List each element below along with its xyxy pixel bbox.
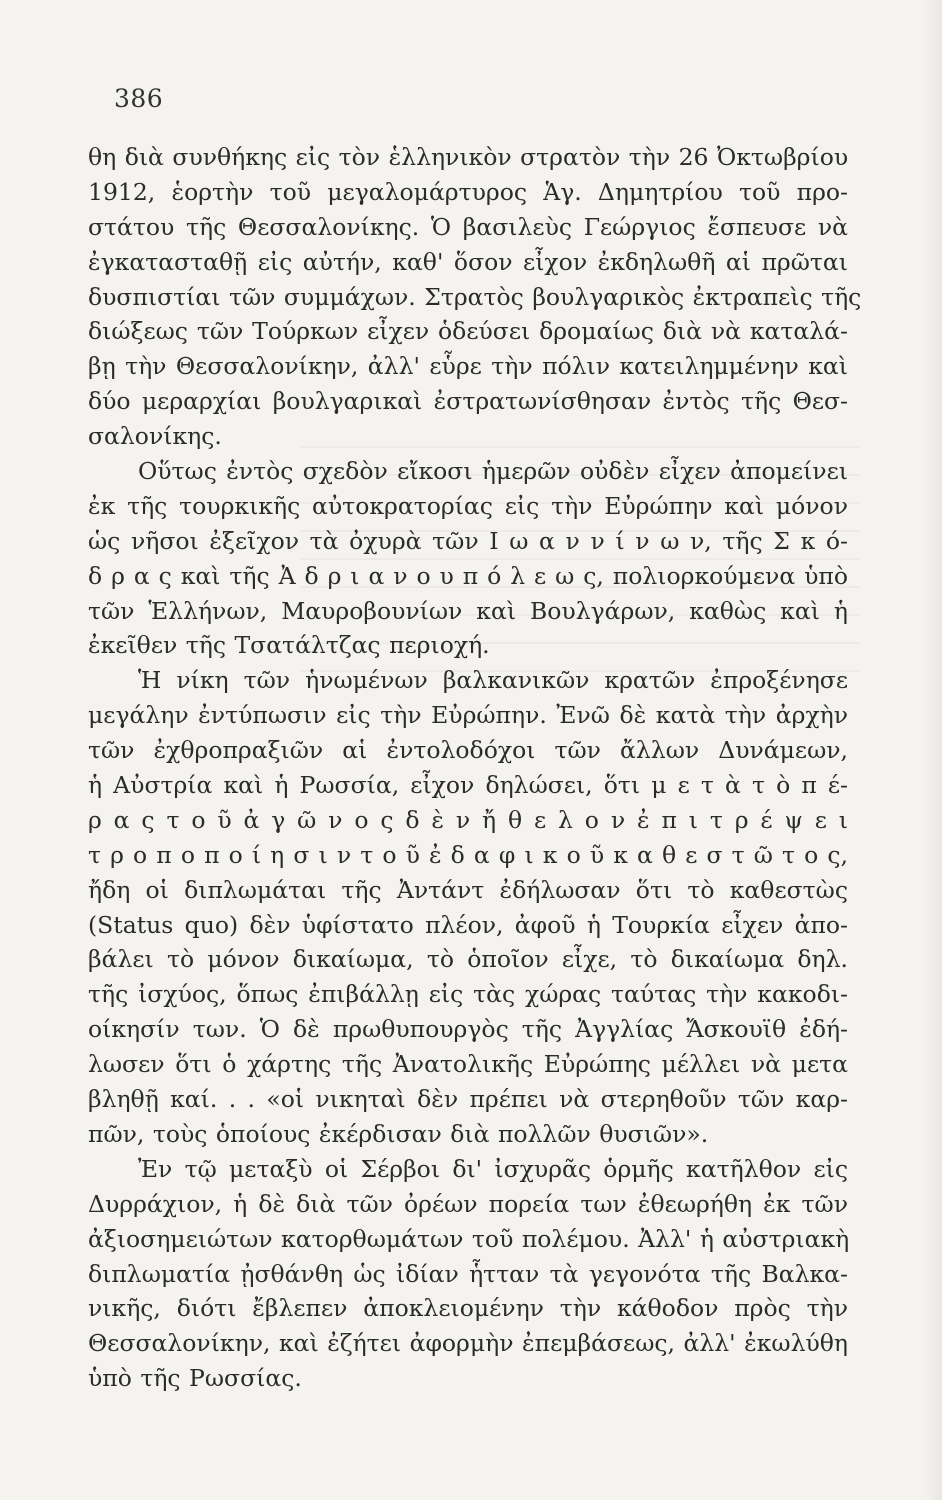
text-line: λωσεν ὅτι ὁ χάρτης τῆς Ἀνατολικῆς Εὐρώπης μέλλει νὰ μετα [88,1050,848,1079]
text-line: διώξεως τῶν Τούρκων εἶχεν ὁδεύσει δρομαίως διὰ νὰ καταλά- [88,317,848,346]
text-line: ἐκ τῆς τουρκικῆς αὐτοκρατορίας εἰς τὴν Εὐρώπην καὶ μόνον [88,491,848,520]
text-line: οίκησίν των. Ὁ δὲ πρωθυπουργὸς τῆς Ἀγγλίας Ἄσκουϊθ ἐδή- [88,1015,848,1044]
text-line: ἐκεῖθεν τῆς Τσατάλτζας περιοχή. [88,631,490,660]
text-line: Ἡ νίκη τῶν ἡνωμένων βαλκανικῶν κρατῶν ἐπροξένησε [138,666,848,695]
page-number: 386 [114,84,164,113]
text-line: δ ρ α ς καὶ τῆς Ἀ δ ρ ι α ν ο υ π ό λ ε ω ς, πολιορκούμενα ὑπὸ [88,561,848,590]
text-line: ἤδη οἱ διπλωμάται τῆς Ἀντάντ ἐδήλωσαν ὅτι τὸ καθεστὼς [88,875,848,904]
text-line: Ἐν τῷ μεταξὺ οἱ Σέρβοι δι' ἰσχυρᾶς ὁρμῆς κατῆλθον εἰς [138,1154,848,1183]
text-line: νικῆς, διότι ἔβλεπεν ἀποκλειομένην τὴν κάθοδον πρὸς τὴν [88,1294,848,1323]
text-line: τ ρ ο π ο π ο ί η σ ι ν τ ο ῦ ἐ δ α φ ι κ ο ῦ κ α θ ε σ τ ῶ τ ο ς, [88,840,848,869]
text-line: τῶν ἐχθροπραξιῶν αἱ ἐντολοδόχοι τῶν ἄλλων Δυνάμεων, [88,736,848,765]
text-line: σαλονίκης. [88,422,222,451]
text-line: δυσπιστίαι τῶν συμμάχων. Στρατὸς βουλγαρικὸς ἐκτραπεὶς τῆς [88,282,862,311]
text-line: βληθῇ καί. . . «οἱ νικηταὶ δὲν πρέπει νὰ στερηθοῦν τῶν καρ- [88,1085,848,1114]
text-line: δύο μεραρχίαι βουλγαρικαὶ ἐστρατωνίσθησαν ἐντὸς τῆς Θεσ- [88,387,848,416]
text-line: μεγάλην ἐντύπωσιν εἰς τὴν Εὐρώπην. Ἐνῶ δὲ κατὰ τὴν ἀρχὴν [88,701,848,730]
text-line: ρ α ς τ ο ῦ ἀ γ ῶ ν ο ς δ ὲ ν ἤ θ ε λ ο ν ἐ π ι τ ρ έ ψ ε ι [88,805,848,834]
text-line: πῶν, τοὺς ὁποίους ἐκέρδισαν διὰ πολλῶν θυσιῶν». [88,1119,709,1148]
page-edge-shadow [924,0,942,1500]
text-line: ἀξιοσημειώτων κατορθωμάτων τοῦ πολέμου. Ἀλλ' ἡ αὐστριακὴ [88,1224,850,1253]
text-line: βῃ τὴν Θεσσαλονίκην, ἀλλ' εὗρε τὴν πόλιν κατειλημμένην καὶ [88,352,848,381]
text-line: ὡς νῆσοι ἐξεῖχον τὰ ὀχυρὰ τῶν Ι ω α ν ν ί ν ω ν, τῆς Σ κ ό- [88,526,848,555]
text-line: Θεσσαλονίκην, καὶ ἐζήτει ἀφορμὴν ἐπεμβάσεως, ἀλλ' ἐκωλύθη [88,1329,848,1358]
text-line: στάτου τῆς Θεσσαλονίκης. Ὁ βασιλεὺς Γεώργιος ἔσπευσε νὰ [88,212,848,241]
text-line: 1912, ἑορτὴν τοῦ μεγαλομάρτυρος Ἁγ. Δημητρίου τοῦ προ- [88,177,848,206]
text-line: ἐγκατασταθῇ εἰς αὐτήν, καθ' ὅσον εἶχον ἐκδηλωθῆ αἱ πρῶται [88,247,848,276]
text-line: ἡ Αὐστρία καὶ ἡ Ρωσσία, εἶχον δηλώσει, ὅτι μ ε τ ὰ τ ὸ π έ- [88,771,848,800]
text-line: Δυρράχιον, ἡ δὲ διὰ τῶν ὀρέων πορεία των ἐθεωρήθη ἐκ τῶν [88,1189,848,1218]
text-line: τῶν Ἑλλήνων, Μαυροβουνίων καὶ Βουλγάρων, καθὼς καὶ ἡ [88,596,848,625]
text-line: ὑπὸ τῆς Ρωσσίας. [88,1364,302,1393]
text-line: (Status quo) δὲν ὑφίστατο πλέον, ἀφοῦ ἡ Τουρκία εἶχεν ἀπο- [88,910,848,939]
body-text [88,140,862,1396]
text-line: τῆς ἰσχύος, ὅπως ἐπιβάλλῃ εἰς τὰς χώρας ταύτας τὴν κακοδι- [88,980,848,1009]
text-line: Οὕτως ἐντὸς σχεδὸν εἴκοσι ἡμερῶν οὐδὲν εἶχεν ἀπομείνει [138,457,848,486]
text-line: διπλωματία ᾐσθάνθη ὡς ἰδίαν ἧτταν τὰ γεγονότα τῆς Βαλκα- [88,1259,848,1288]
text-line: θη διὰ συνθήκης εἰς τὸν ἑλληνικὸν στρατὸν τὴν 26 Ὀκτωβρίου [88,143,849,171]
text-line: βάλει τὸ μόνον δικαίωμα, τὸ ὁποῖον εἶχε, τὸ δικαίωμα δηλ. [88,945,848,974]
